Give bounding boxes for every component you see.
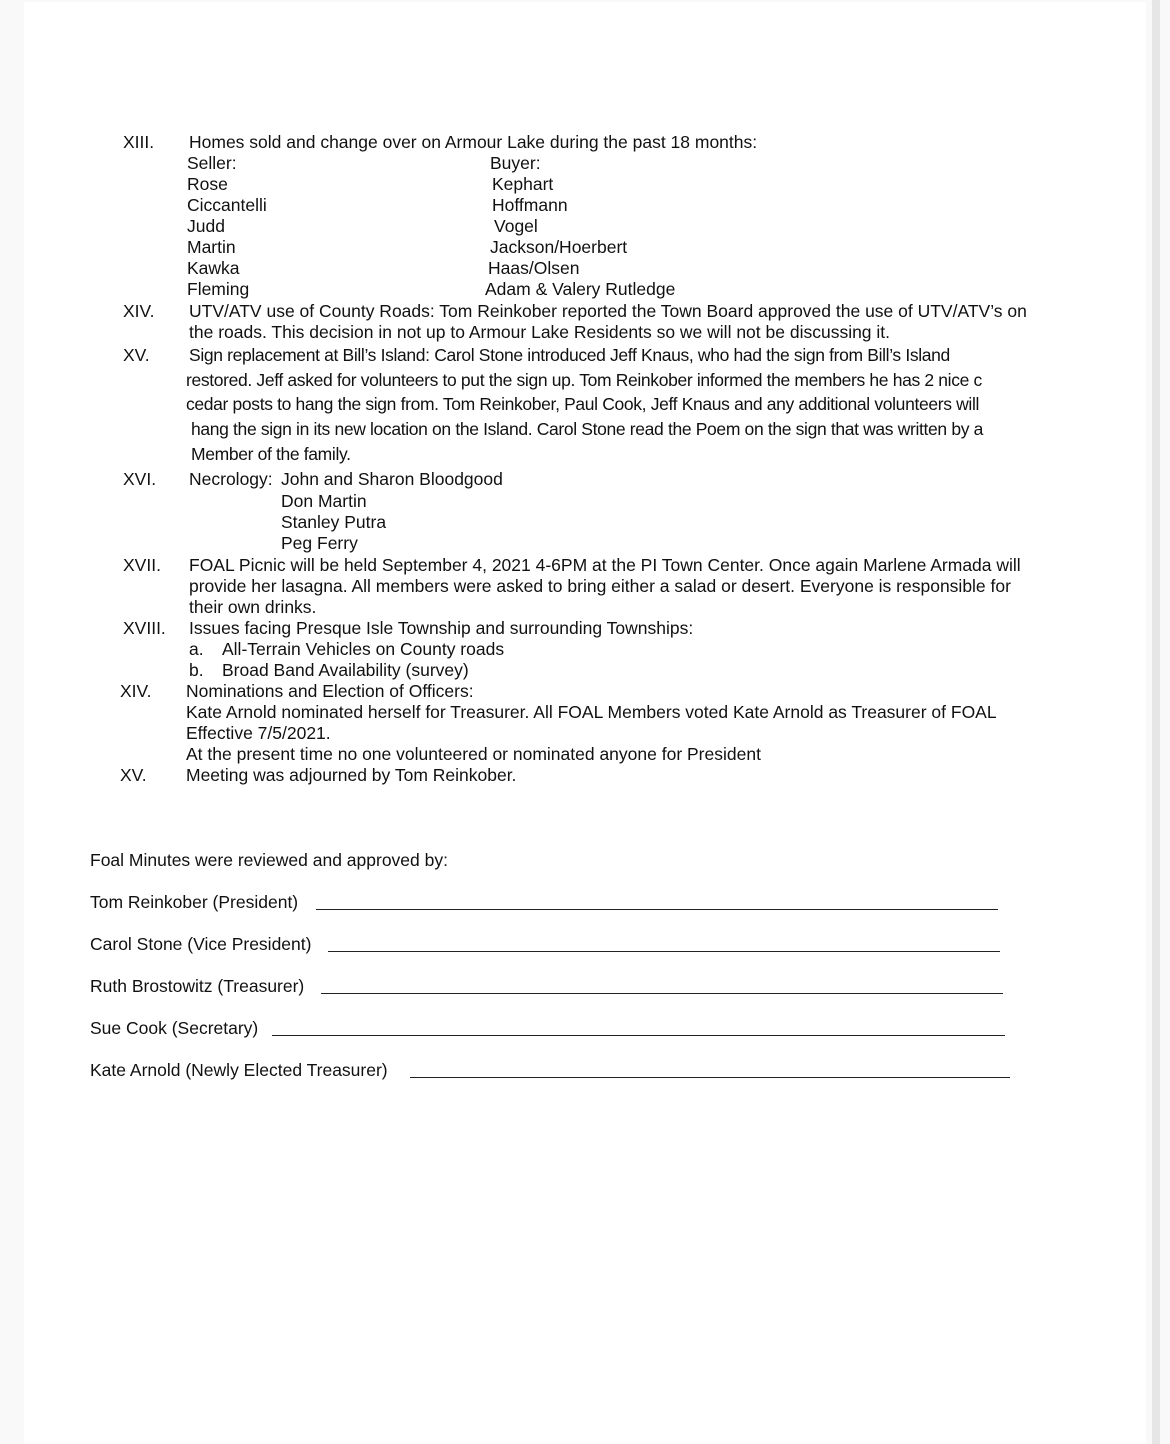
signature-line[interactable] — [272, 1035, 1005, 1036]
section-numeral: XIV. — [123, 301, 155, 321]
section-numeral: XVII. — [123, 555, 161, 575]
signatory-label: Sue Cook (Secretary) — [90, 1018, 259, 1038]
paragraph-line: Sign replacement at Bill’s Island: Carol Stone introduced Jeff Knaus, who had the sign from Bill’s Island — [189, 345, 950, 365]
signature-line[interactable] — [316, 909, 998, 910]
seller-header: Seller: — [187, 153, 237, 173]
signatory-label: Ruth Brostowitz (Treasurer) — [90, 976, 305, 996]
list-marker: b. — [189, 660, 204, 680]
seller-name: Ciccantelli — [187, 195, 267, 215]
paragraph-line: Member of the family. — [191, 444, 351, 464]
seller-name: Judd — [187, 216, 225, 236]
section-numeral: XVIII. — [123, 618, 166, 638]
seller-name: Martin — [187, 237, 236, 257]
signatory-label: Kate Arnold (Newly Elected Treasurer) — [90, 1060, 388, 1080]
section-numeral: XIV. — [120, 681, 152, 701]
buyer-name: Hoffmann — [492, 195, 568, 215]
paragraph-line: UTV/ATV use of County Roads: Tom Reinkober reported the Town Board approved the use of UTV/ATV’s on — [189, 301, 1027, 321]
paragraph-line: the roads. This decision in not up to Armour Lake Residents so we will not be discussing it. — [189, 322, 891, 342]
buyer-name: Vogel — [494, 216, 538, 236]
seller-name: Rose — [187, 174, 228, 194]
buyer-name: Haas/Olsen — [488, 258, 580, 278]
necrology-label: Necrology: — [189, 469, 273, 489]
paragraph-line: Effective 7/5/2021. — [186, 723, 331, 743]
seller-name: Fleming — [187, 279, 250, 299]
buyer-name: Adam & Valery Rutledge — [485, 279, 676, 299]
paragraph-line: restored. Jeff asked for volunteers to put the sign up. Tom Reinkober informed the members he has 2 nice c — [186, 370, 982, 390]
necrology-name: Don Martin — [281, 491, 367, 511]
paragraph-line: hang the sign in its new location on the Island. Carol Stone read the Poem on the sign that was written by a — [191, 419, 984, 439]
section-numeral: XVI. — [123, 469, 157, 489]
section-numeral: XV. — [120, 765, 147, 785]
section-heading: Homes sold and change over on Armour Lake during the past 18 months: — [189, 132, 758, 152]
paragraph-line: provide her lasagna. All members were asked to bring either a salad or desert. Everyone is responsible for — [189, 576, 1011, 596]
signature-line[interactable] — [321, 993, 1003, 994]
list-marker: a. — [189, 639, 204, 659]
necrology-name: John and Sharon Bloodgood — [281, 469, 503, 489]
paragraph-line: Kate Arnold nominated herself for Treasurer. All FOAL Members voted Kate Arnold as Treasurer of FOAL — [186, 702, 997, 722]
signature-line[interactable] — [328, 951, 1000, 952]
section-heading: Issues facing Presque Isle Township and surrounding Townships: — [189, 618, 694, 638]
seller-name: Kawka — [187, 258, 240, 278]
scrollbar-track[interactable] — [1152, 0, 1160, 1444]
list-item: Broad Band Availability (survey) — [222, 660, 469, 680]
paragraph-line: their own drinks. — [189, 597, 317, 617]
signature-line[interactable] — [410, 1077, 1010, 1078]
paragraph-line: Meeting was adjourned by Tom Reinkober. — [186, 765, 517, 785]
buyer-name: Kephart — [492, 174, 554, 194]
buyer-name: Jackson/Hoerbert — [490, 237, 628, 257]
list-item: All-Terrain Vehicles on County roads — [222, 639, 505, 659]
buyer-header: Buyer: — [490, 153, 541, 173]
paragraph-line: FOAL Picnic will be held September 4, 2021 4-6PM at the PI Town Center. Once again Marlene Armada will — [189, 555, 1021, 575]
section-numeral: XIII. — [123, 132, 155, 152]
paragraph-line: At the present time no one volunteered or nominated anyone for President — [186, 744, 761, 764]
signatory-label: Carol Stone (Vice President) — [90, 934, 312, 954]
section-heading: Nominations and Election of Officers: — [186, 681, 474, 701]
paragraph-line: cedar posts to hang the sign from. Tom Reinkober, Paul Cook, Jeff Knaus and any additional volunteers will — [186, 394, 980, 414]
approval-intro: Foal Minutes were reviewed and approved by: — [90, 850, 448, 870]
necrology-name: Peg Ferry — [281, 533, 358, 553]
section-numeral: XV. — [123, 345, 150, 365]
necrology-name: Stanley Putra — [281, 512, 387, 532]
signatory-label: Tom Reinkober (President) — [90, 892, 299, 912]
